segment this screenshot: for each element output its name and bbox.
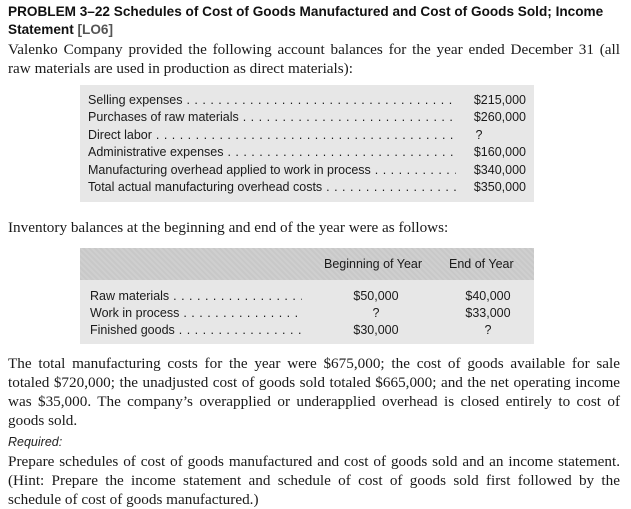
- account-label: Administrative expenses . . .: [88, 144, 456, 161]
- account-row: [80, 109, 534, 126]
- required-text: Prepare schedules of cost of goods manufactured and cost of goods sold and an income statement. (Hint: Prepare the income statement and schedule of cost of goods sold first followed by the schedule of cost of goods manufactured.): [8, 453, 620, 508]
- inventory-end: $33,000: [465, 306, 511, 320]
- inventory-intro: Inventory balances at the beginning and end of the year were as follows:: [8, 219, 449, 236]
- inventory-row: [80, 305, 534, 322]
- account-label: Direct labor . . .: [88, 127, 456, 144]
- account-amount: ?: [475, 128, 483, 142]
- account-row: [80, 179, 534, 196]
- problem-heading: [8, 3, 618, 39]
- account-row: [80, 127, 534, 144]
- inventory-row: [80, 288, 534, 305]
- account-row: [80, 162, 534, 179]
- account-label: Purchases of raw materials . . .: [88, 109, 456, 126]
- account-balances-panel: [80, 85, 534, 202]
- column-header-end: End of Year: [449, 257, 514, 271]
- learning-objective-tag: [LO6]: [77, 22, 113, 37]
- inventory-table: [80, 248, 534, 344]
- account-amount: $215,000: [473, 93, 526, 107]
- inventory-row: [80, 322, 534, 339]
- account-row: [80, 92, 534, 109]
- account-row: [80, 144, 534, 161]
- account-amount: $340,000: [473, 163, 526, 177]
- inventory-label: Finished goods . . .: [90, 322, 302, 339]
- required-label: Required:: [8, 435, 63, 449]
- account-amount: $260,000: [473, 110, 526, 124]
- account-amount: $350,000: [473, 180, 526, 194]
- problem-title: PROBLEM 3–22 Schedules of Cost of Goods Manufactured and Cost of Goods Sold; Income Statement: [8, 4, 604, 37]
- inventory-begin: $30,000: [353, 323, 399, 337]
- inventory-label: Work in process . . .: [90, 305, 302, 322]
- inventory-end: ?: [484, 323, 492, 337]
- column-header-beginning: Beginning of Year: [324, 257, 423, 271]
- inventory-end: $40,000: [465, 289, 511, 303]
- account-label: Selling expenses . . .: [88, 92, 456, 109]
- inventory-label: Raw materials . . .: [90, 288, 302, 305]
- inventory-begin: $50,000: [353, 289, 399, 303]
- inventory-begin: ?: [372, 306, 380, 320]
- account-label: Total actual manufacturing overhead costs . . .: [88, 179, 456, 196]
- account-label: Manufacturing overhead applied to work in process . . .: [88, 162, 456, 179]
- totals-paragraph: The total manufacturing costs for the year were $675,000; the cost of goods available for sale totaled $720,000; the unadjusted cost of goods sold totaled $665,000; and the net operating income was $35,000. The company’s overapplied or underapplied overhead is closed entirely to cost of goods sold.: [8, 355, 620, 429]
- intro-paragraph: Valenko Company provided the following account balances for the year ended December 31 (all raw materials are used in production as direct materials):: [8, 41, 620, 77]
- account-amount: $160,000: [473, 145, 526, 159]
